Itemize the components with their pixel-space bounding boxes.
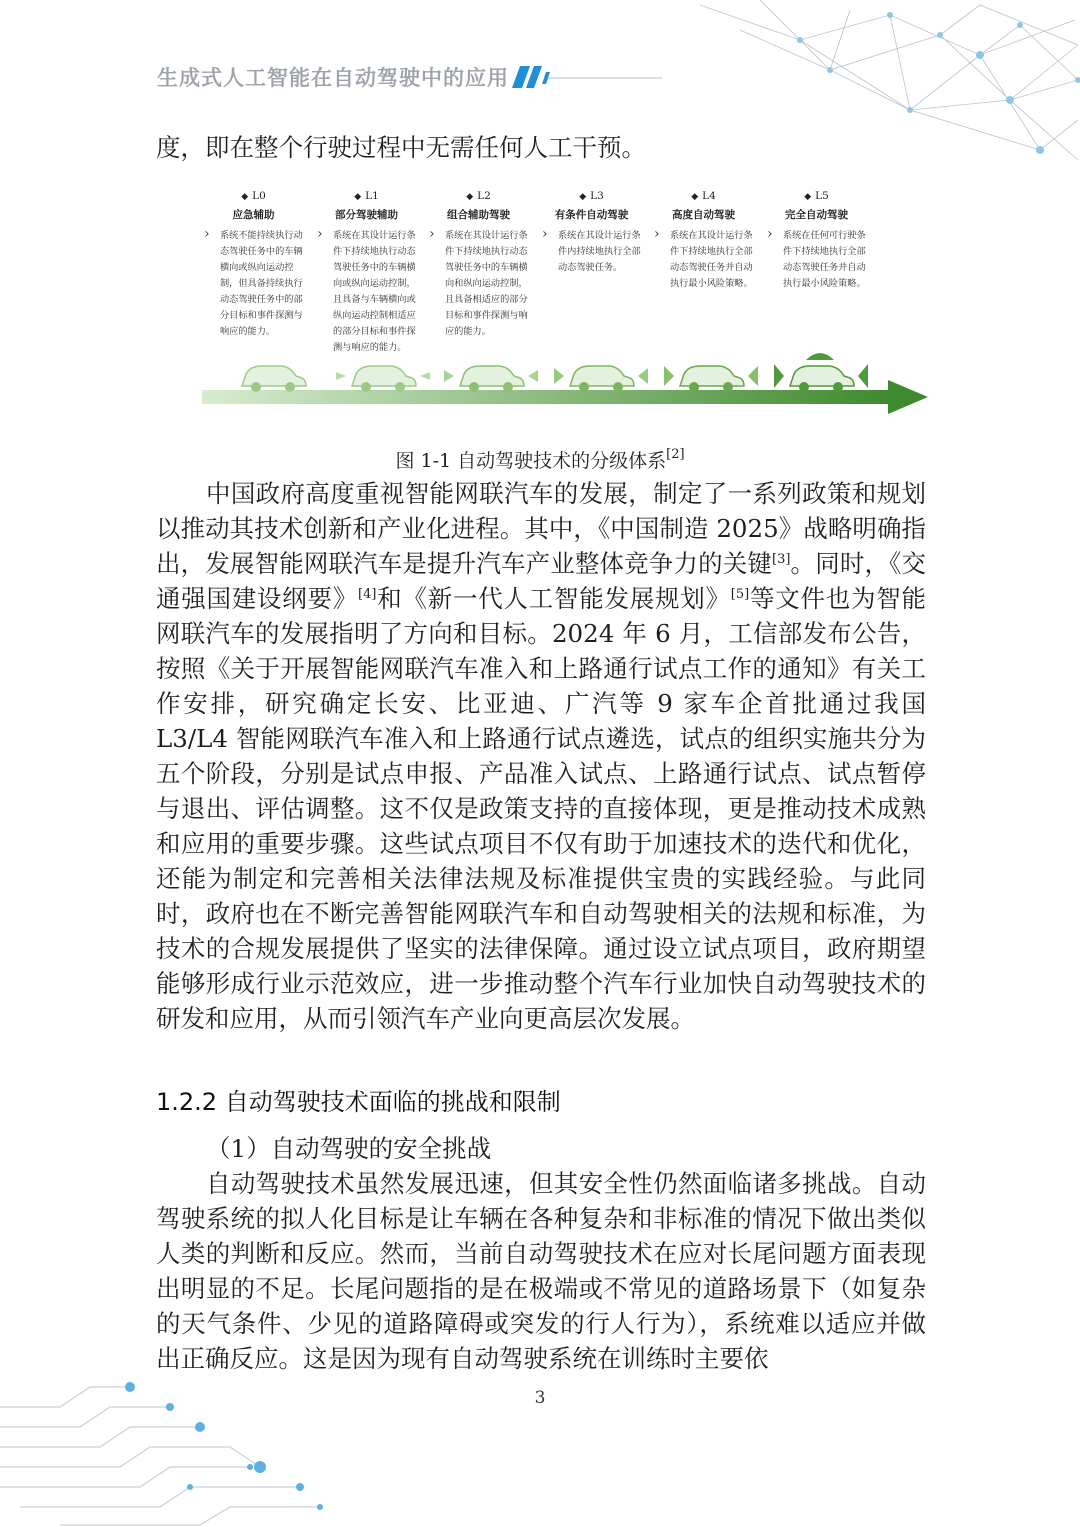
circuit-decoration [0, 1367, 330, 1527]
diamond-icon: ◆ [804, 192, 812, 202]
level-description: › 系统在其设计运行条件下持续地执行全部动态驾驶任务并自动执行最小风险策略。 [650, 228, 757, 292]
car-icon-l4 [664, 366, 758, 392]
car-icon-l0 [242, 366, 306, 392]
car-icon-l3 [554, 366, 648, 392]
level-column [538, 190, 645, 276]
diamond-icon: ◆ [466, 192, 474, 202]
level-code: L2 [477, 190, 491, 202]
body-paragraph: 自动驾驶技术虽然发展迅速，但其安全性仍然面临诸多挑战。自动驾驶系统的拟人化目标是让车辆在各种复杂和非标准的情况下做出类似人类的判断和反应。然而，当前自动驾驶技术在应对长尾问题方面表现出明显的不足。长尾问题指的是在极端或不常见的道路场景下（如复杂的天气条件、少见的道路障碍或突发的行人行为），系统难以适应并做出正确反应。这是因为现有自动驾驶系统在训练时主要依 [156, 1169, 926, 1373]
road-progress-arrow [200, 340, 930, 420]
level-description: › 系统在其设计运行条件下持续地执行动态驾驶任务中的车辆横向或纵向运动控制，且具备与车辆横向或纵向运动控制相适应的部分目标和事件探测与响应的能力。 [313, 228, 420, 356]
level-name: 组合辅助驾驶 [447, 209, 510, 221]
level-column [650, 190, 757, 292]
level-description: › 系统在其设计运行条件内持续地执行全部动态驾驶任务。 [538, 228, 645, 276]
level-column [763, 190, 870, 292]
level-name: 高度自动驾驶 [672, 209, 735, 221]
section-heading: 1.2.2 自动驾驶技术面临的挑战和限制 [156, 1088, 561, 1116]
car-icon-l1 [336, 366, 430, 392]
page-number: 3 [534, 1388, 546, 1408]
level-code: L0 [252, 190, 266, 202]
sub-heading: （1）自动驾驶的安全挑战 [206, 1134, 492, 1163]
level-name: 部分驾驶辅助 [335, 209, 398, 221]
level-name: 应急辅助 [232, 209, 275, 221]
level-code: L5 [815, 190, 829, 202]
level-column [425, 190, 532, 340]
autonomy-levels-figure [200, 190, 930, 420]
running-header-title: 生成式人工智能在自动驾驶中的应用 [157, 66, 509, 90]
level-column [200, 190, 307, 340]
header-stripe-icon [512, 64, 662, 90]
level-description: › 系统在任何可行驶条件下持续地执行全部动态驾驶任务并自动执行最小风险策略。 [763, 228, 870, 292]
diamond-icon: ◆ [354, 192, 362, 202]
level-description: › 系统在其设计运行条件下持续地执行动态驾驶任务中的车辆横向和纵向运动控制，且具备相适应的部分目标和事件探测与响应的能力。 [425, 228, 532, 340]
level-column [313, 190, 420, 356]
citation: [4] [358, 587, 377, 602]
level-code: L1 [365, 190, 379, 202]
level-name: 有条件自动驾驶 [554, 209, 629, 221]
level-name: 完全自动驾驶 [785, 209, 848, 221]
level-code: L4 [702, 190, 716, 202]
body-paragraph: 中国政府高度重视智能网联汽车的发展，制定了一系列政策和规划以推动其技术创新和产业化进程。其中，《中国制造 2025》战略明确指出，发展智能网联汽车是提升汽车产业整体竞争力的关键[3]。同时，《交通强国建设纲要》[4]和《新一代人工智能发展规划》[5]等文件也为智能网联汽车的发展指明了方向和目标。2024 年 6 月，工信部发布公告，按照《关于开展智能网联汽车准入和上路通行试点工作的通知》有关工作安排，研究确定长安、比亚迪、广汽等 9 家车企首批通过我国 L3/L4 智能网联汽车准入和上路通行试点遴选，试点的组织实施共分为五个阶段，分别是试点申报、产品准入试点、上路通行试点、试点暂停与退出、评估调整。这不仅是政策支持的直接体现，更是推动技术成熟和应用的重要步骤。这些试点项目不仅有助于加速技术的迭代和优化，还能为制定和完善相关法律法规及标准提供宝贵的实践经验。与此同时，政府也在不断完善智能网联汽车和自动驾驶相关的法规和标准，为技术的合规发展提供了坚实的法律保障。通过设立试点项目，政府期望能够形成行业示范效应，进一步推动整个汽车行业加快自动驾驶技术的研发和应用，从而引领汽车产业向更高层次发展。 [156, 479, 927, 1033]
diamond-icon: ◆ [691, 192, 699, 202]
caption-citation: [2] [666, 447, 685, 462]
citation: [5] [730, 587, 750, 602]
intro-line: 度，即在整个行驶过程中无需任何人工干预。 [156, 133, 646, 162]
car-icon-l2 [444, 366, 538, 392]
diamond-icon: ◆ [579, 192, 587, 202]
car-icon-l5 [774, 353, 868, 392]
citation: [3] [772, 552, 791, 567]
level-code: L3 [590, 190, 604, 202]
figure-caption: 图 1-1 自动驾驶技术的分级体系[2] [395, 447, 685, 472]
diamond-icon: ◆ [241, 192, 249, 202]
level-description: › 系统不能持续执行动态驾驶任务中的车辆横向或纵向运动控制，但具备持续执行动态驾驶任务中的部分目标和事件探测与响应的能力。 [200, 228, 307, 340]
